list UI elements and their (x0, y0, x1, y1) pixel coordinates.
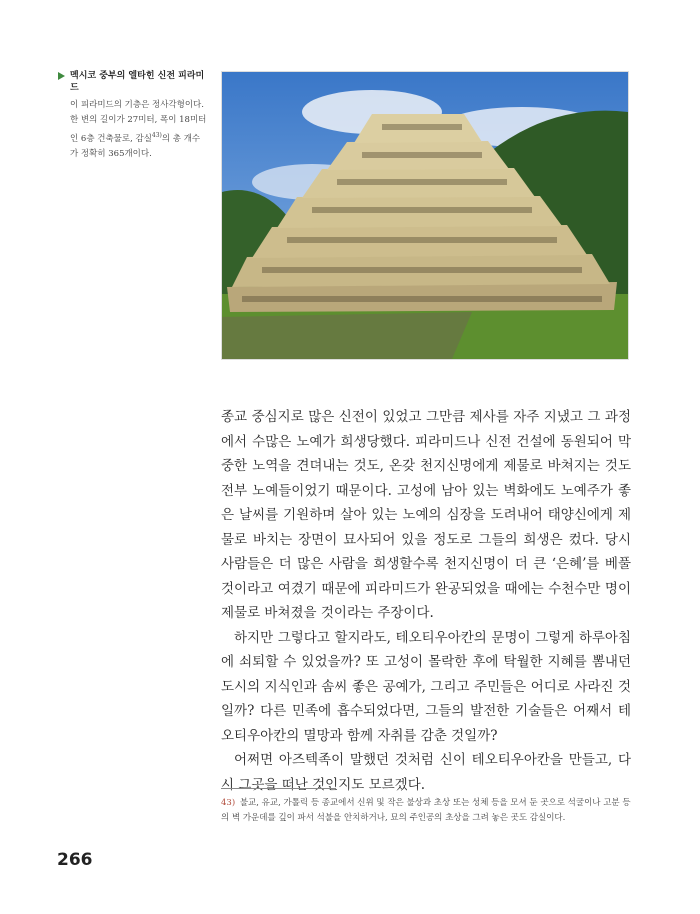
footnote-text: 불교, 유교, 가톨릭 등 종교에서 신위 및 작은 불상과 초상 또는 성체 등을 모셔 둔 곳으로 석굴이나 고분 등의 벽 가운데를 깊이 파서 석불을 안치하거나, 묘의 주인공의 초상을 그려 놓은 곳도 감실이다. (221, 798, 631, 823)
caption-title (58, 70, 208, 94)
footnote-number: 43) (221, 798, 236, 808)
pyramid-illustration (222, 72, 628, 359)
pyramid-photo (221, 71, 629, 360)
caption-title-text: 멕시코 중부의 엘타힌 신전 피라미드 (70, 71, 205, 93)
paragraph-3: 어쩌면 아즈텍족이 말했던 것처럼 신이 테오티우아칸을 만들고, 다시 그곳을 떠난 것인지도 모르겠다. (221, 752, 631, 793)
paragraph-1: 종교 중심지로 많은 신전이 있었고 그만큼 제사를 자주 지냈고 그 과정에서 수많은 노예가 희생당했다. 피라미드나 신전 건설에 동원되어 막중한 노역을 견뎌내는 것도, 온갖 천지신명에게 제물로 바쳐지는 것도 전부 노예들이었기 때문이다. 고성에 남아 있는 벽화에도 노예주가 좋은 날씨를 기원하며 살아 있는 노예의 심장을 도려내어 태양신에게 제물로 바치는 장면이 묘사되어 있을 정도로 그들의 희생은 컸다. 당시 사람들은 더 많은 사람을 희생할수록 천지신명이 더 큰 ‘은혜’를 베풀 것이라고 여겼기 때문에 피라미드가 완공되었을 때에는 수천수만 명이 제물로 바쳐졌을 것이라는 주장이다. (221, 409, 631, 621)
caption-body-text-end: 의 총 개수가 정확히 365개이다. (70, 133, 201, 159)
footnote-divider (221, 788, 336, 789)
caption-body-text: 이 피라미드의 기층은 정사각형이다. 한 변의 길이가 27미터, 폭이 18미터인 6층 건축물로, 감실 (70, 100, 207, 144)
page-number: 266 (57, 850, 93, 870)
main-text (221, 405, 631, 797)
ground-path (222, 312, 472, 359)
photo-caption (58, 70, 208, 162)
footnote-reference[interactable]: 43) (151, 132, 162, 139)
caption-body (58, 98, 208, 162)
paragraph-2: 하지만 그렇다고 할지라도, 테오티우아칸의 문명이 그렇게 하루아침에 쇠퇴할 수 있었을까? 또 고성이 몰락한 후에 탁월한 지혜를 뽐내던 도시의 지식인과 솜씨 좋은 공예가, 그리고 주민들은 어디로 사라진 것일까? 다른 민족에 흡수되었다면, 그들의 발전한 기술들은 어째서 테오티우아칸의 멸망과 함께 자취를 감춘 것일까? (221, 629, 631, 744)
footnote (221, 796, 631, 826)
triangle-marker-icon (58, 72, 65, 80)
